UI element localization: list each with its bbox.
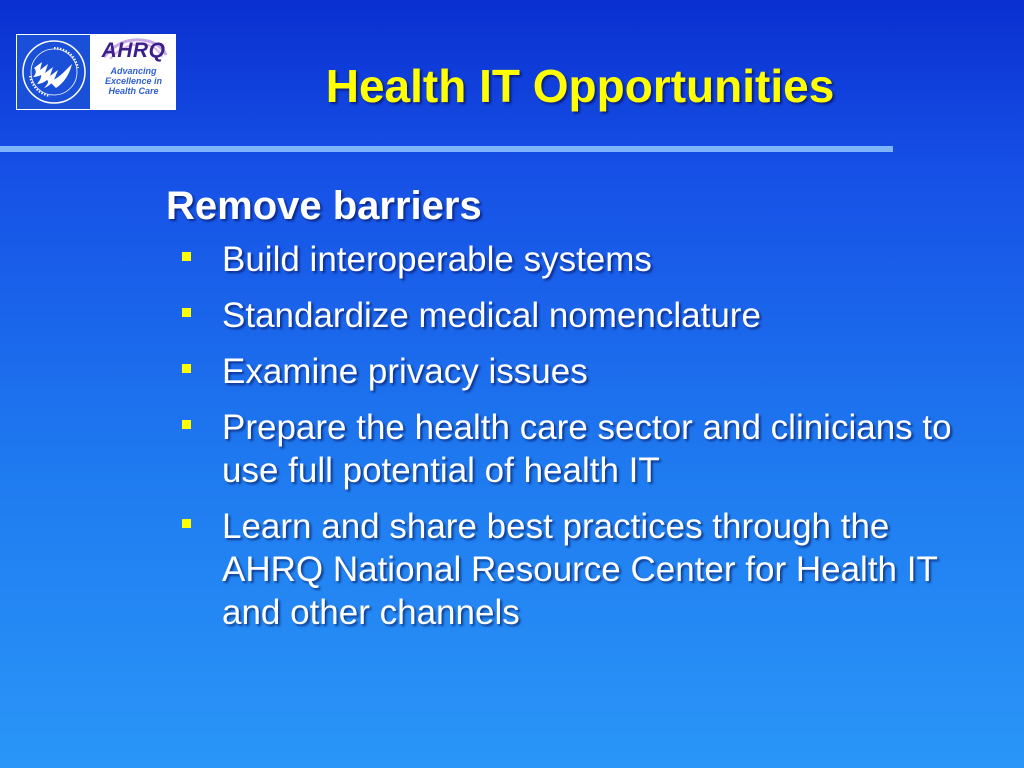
logo-block — [16, 34, 176, 112]
bullet-text: Standardize medical nomenclature — [222, 296, 761, 335]
bullet-text: Build interoperable systems — [222, 240, 652, 279]
bullet-item — [166, 294, 966, 337]
ahrq-logo — [91, 34, 176, 110]
bullet-item — [166, 406, 966, 492]
slide-title: Health IT Opportunities — [325, 60, 835, 112]
bullet-text: Learn and share best practices through the AHRQ National Resource Center for Health IT and other channels — [222, 507, 938, 632]
bullet-item — [166, 505, 966, 634]
section-heading: Remove barriers — [166, 184, 482, 228]
square-bullet-icon — [182, 519, 191, 528]
bullet-text: Examine privacy issues — [222, 352, 588, 391]
square-bullet-icon — [182, 308, 191, 317]
bullet-list — [166, 238, 966, 634]
bullet-item — [166, 238, 966, 281]
bullet-text: Prepare the health care sector and clinicians to use full potential of health IT — [222, 408, 952, 490]
ahrq-wordmark: AHRQ — [101, 39, 166, 62]
hhs-seal-icon — [16, 34, 91, 110]
square-bullet-icon — [182, 252, 191, 261]
square-bullet-icon — [182, 364, 191, 373]
slide-content — [166, 182, 966, 647]
title-divider — [0, 146, 893, 152]
ahrq-tagline: Advancing Excellence in Health Care — [104, 66, 163, 96]
bullet-item — [166, 350, 966, 393]
square-bullet-icon — [182, 420, 191, 429]
